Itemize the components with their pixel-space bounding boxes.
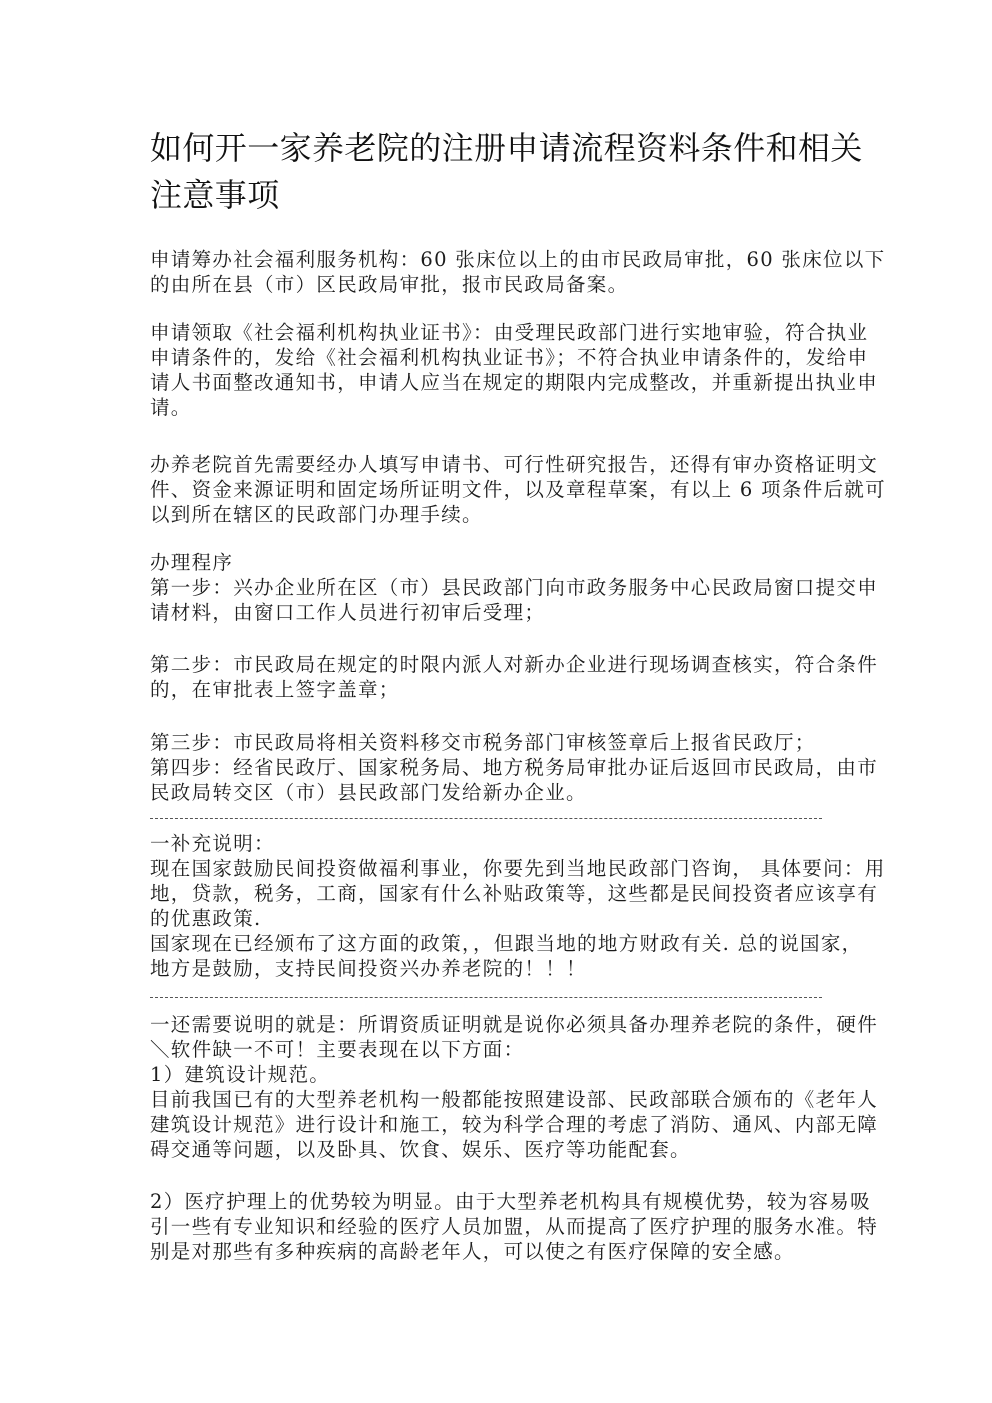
paragraph-line: 件、资金来源证明和固定场所证明文件，以及章程草案，有以上 6 项条件后就可 <box>150 478 886 501</box>
paragraph-line: 请人书面整改通知书，申请人应当在规定的期限内完成整改，并重新提出执业申 <box>150 371 879 394</box>
paragraph-line: 现在国家鼓励民间投资做福利事业，你要先到当地民政部门咨询， 具体要问：用 <box>150 857 886 880</box>
dashed-divider <box>150 997 822 998</box>
paragraph-line: 引一些有专业知识和经验的医疗人员加盟，从而提高了医疗护理的服务水准。特 <box>150 1215 879 1238</box>
paragraph-line: 请。 <box>150 396 192 419</box>
paragraph-line: 目前我国已有的大型养老机构一般都能按照建设部、民政部联合颁布的《老年人 <box>150 1088 879 1111</box>
section-heading-procedure: 办理程序 <box>150 551 234 574</box>
document-title-line-1: 如何开一家养老院的注册申请流程资料条件和相关 <box>150 129 863 167</box>
list-item-heading: 1）建筑设计规范。 <box>150 1063 331 1086</box>
paragraph-line: 地方是鼓励，支持民间投资兴办养老院的！！！ <box>150 957 587 980</box>
step-line: 民政局转交区（市）县民政部门发给新办企业。 <box>150 781 587 804</box>
paragraph-line: 地，贷款，税务，工商，国家有什么补贴政策等，这些都是民间投资者应该享有 <box>150 882 879 905</box>
paragraph-line: 建筑设计规范》进行设计和施工，较为科学合理的考虑了消防、通风、内部无障 <box>150 1113 879 1136</box>
step-line: 第三步：市民政局将相关资料移交市税务部门审核签章后上报省民政厅； <box>150 731 816 754</box>
paragraph-line: ＼软件缺一不可！主要表现在以下方面： <box>150 1038 525 1061</box>
document-title-line-2: 注意事项 <box>150 176 280 214</box>
step-line: 请材料，由窗口工作人员进行初审后受理； <box>150 601 546 624</box>
paragraph-line: 申请筹办社会福利服务机构：60 张床位以上的由市民政局审批，60 张床位以下 <box>150 248 886 271</box>
paragraph-line: 申请条件的，发给《社会福利机构执业证书》；不符合执业申请条件的，发给申 <box>150 346 869 369</box>
step-line: 第四步：经省民政厅、国家税务局、地方税务局审批办证后返回市民政局，由市 <box>150 756 879 779</box>
paragraph-line: 别是对那些有多种疾病的高龄老年人，可以使之有医疗保障的安全感。 <box>150 1240 795 1263</box>
paragraph-line: 一还需要说明的就是：所谓资质证明就是说你必须具备办理养老院的条件，硬件 <box>150 1013 879 1036</box>
step-line: 第二步：市民政局在规定的时限内派人对新办企业进行现场调查核实，符合条件 <box>150 653 879 676</box>
paragraph-line: 的由所在县（市）区民政局审批，报市民政局备案。 <box>150 273 629 296</box>
dashed-divider <box>150 818 822 819</box>
paragraph-line: 申请领取《社会福利机构执业证书》：由受理民政部门进行实地审验，符合执业 <box>150 321 869 344</box>
paragraph-line: 的优惠政策. <box>150 907 262 930</box>
step-line: 的，在审批表上签字盖章； <box>150 678 400 701</box>
paragraph-line: 办养老院首先需要经办人填写申请书、可行性研究报告，还得有审办资格证明文 <box>150 453 879 476</box>
section-heading-supplement: 一补充说明： <box>150 832 275 855</box>
paragraph-line: 国家现在已经颁布了这方面的政策，，但跟当地的地方财政有关. 总的说国家， <box>150 932 863 955</box>
list-item-heading: 2）医疗护理上的优势较为明显。由于大型养老机构具有规模优势，较为容易吸 <box>150 1190 871 1213</box>
paragraph-line: 碍交通等问题，以及卧具、饮食、娱乐、医疗等功能配套。 <box>150 1138 691 1161</box>
step-line: 第一步：兴办企业所在区（市）县民政部门向市政务服务中心民政局窗口提交申 <box>150 576 879 599</box>
paragraph-line: 以到所在辖区的民政部门办理手续。 <box>150 503 483 526</box>
